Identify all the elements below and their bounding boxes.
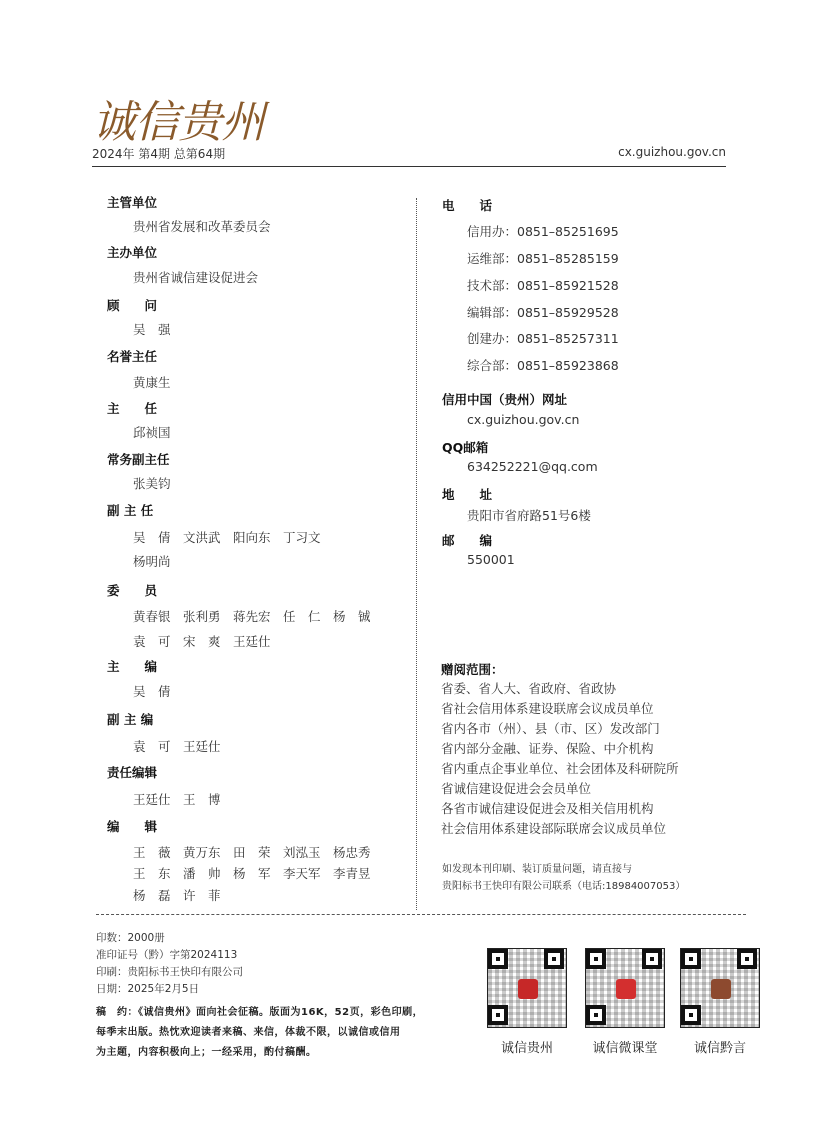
qr-logo-icon [518, 979, 538, 999]
masthead-role-names: 吴 强 [133, 322, 171, 337]
issue-info: 2024年 第4期 总第64期 [92, 147, 226, 161]
call-for-papers-line: 每季末出版。热忱欢迎读者来稿、来信，体裁不限，以诚信或信用 [96, 1027, 401, 1038]
print-date: 日期：2025年2月5日 [96, 983, 200, 995]
phone-item: 编辑部：0851–85929528 [467, 305, 619, 320]
distribution-item: 省内部分金融、证券、保险、中介机构 [441, 741, 654, 756]
call-for-papers-line: 稿 约：《诚信贵州》面向社会征稿。版面为16K，52页，彩色印刷， [96, 1007, 424, 1018]
masthead-role-title: 名誉主任 [107, 349, 158, 364]
masthead-role-names: 黄春银 张利勇 蒋先宏 任 仁 杨 铖 [133, 609, 371, 624]
phone-item: 综合部：0851–85923868 [467, 358, 619, 373]
qr-code-label: 诚信贵州 [500, 1041, 553, 1056]
phone-item: 创建办：0851–85257311 [467, 331, 619, 346]
masthead-role-names: 邱祯国 [133, 425, 171, 440]
masthead-role-names: 王 薇 黄万东 田 荣 刘泓玉 杨忠秀 [133, 845, 371, 860]
qr-code-label: 诚信黔言 [693, 1041, 746, 1056]
masthead-role-names: 贵州省发展和改革委员会 [133, 219, 271, 234]
masthead-role-names: 杨 磊 许 菲 [133, 888, 221, 903]
masthead-role-title: 责任编辑 [107, 765, 158, 780]
website-value[interactable]: cx.guizhou.gov.cn [467, 412, 580, 427]
column-divider [416, 198, 417, 910]
masthead-role-title: 副 主 任 [107, 503, 154, 518]
permit-number: 准印证号（黔）字第2024113 [96, 949, 238, 961]
phone-title: 电 话 [442, 198, 493, 213]
qq-email[interactable]: 634252221@qq.com [467, 459, 598, 474]
masthead-role-names: 吴 倩 [133, 684, 171, 699]
postcode-value: 550001 [467, 552, 515, 567]
masthead-role-title: 主 编 [107, 659, 158, 674]
website-title: 信用中国（贵州）网址 [442, 392, 568, 407]
masthead-role-title: 委 员 [107, 583, 158, 598]
qr-code-icon[interactable] [680, 948, 760, 1028]
masthead-role-title: 常务副主任 [107, 452, 170, 467]
masthead-role-names: 杨明尚 [133, 554, 171, 569]
print-notice-line: 贵阳标书王快印有限公司联系（电话:18984007053） [442, 881, 686, 892]
address-value: 贵阳市省府路51号6楼 [467, 508, 591, 523]
call-for-papers-line: 为主题，内容积极向上；一经采用，酌付稿酬。 [96, 1047, 317, 1058]
postcode-title: 邮 编 [442, 533, 493, 548]
masthead-role-title: 编 辑 [107, 819, 158, 834]
address-title: 地 址 [442, 487, 493, 502]
distribution-item: 社会信用体系建设部际联席会议成员单位 [441, 821, 667, 836]
masthead-role-title: 主办单位 [107, 245, 158, 260]
qq-title: QQ邮箱 [442, 440, 489, 455]
distribution-item: 省诚信建设促进会会员单位 [441, 781, 592, 796]
masthead-role-title: 主管单位 [107, 195, 158, 210]
qr-logo-icon [616, 979, 636, 999]
phone-item: 运维部：0851–85285159 [467, 251, 619, 266]
print-run: 印数：2000册 [96, 932, 165, 944]
qr-code-icon[interactable] [585, 948, 665, 1028]
distribution-item: 省委、省人大、省政府、省政协 [441, 681, 617, 696]
masthead-role-names: 吴 倩 文洪武 阳向东 丁习文 [133, 530, 321, 545]
distribution-title: 赠阅范围： [441, 662, 504, 677]
header-website[interactable]: cx.guizhou.gov.cn [618, 145, 726, 159]
printer: 印刷：贵阳标书王快印有限公司 [96, 966, 243, 978]
qr-code-label: 诚信微课堂 [592, 1041, 658, 1056]
masthead-role-names: 王 东 潘 帅 杨 军 李天军 李青昱 [133, 866, 371, 881]
masthead-role-title: 副 主 编 [107, 712, 154, 727]
distribution-item: 省内各市（州）、县（市、区）发改部门 [441, 721, 660, 736]
distribution-item: 省社会信用体系建设联席会议成员单位 [441, 701, 654, 716]
logo-wordmark: 诚信贵州 [92, 97, 264, 148]
phone-item: 技术部：0851–85921528 [467, 278, 619, 293]
masthead-role-names: 袁 可 宋 爽 王廷仕 [133, 634, 271, 649]
qr-logo-icon [711, 979, 731, 999]
masthead-role-names: 贵州省诚信建设促进会 [133, 270, 259, 285]
phone-item: 信用办：0851–85251695 [467, 224, 619, 239]
qr-code-icon[interactable] [487, 948, 567, 1028]
distribution-item: 各省市诚信建设促进会及相关信用机构 [441, 801, 654, 816]
distribution-item: 省内重点企事业单位、社会团体及科研院所 [441, 761, 679, 776]
header-divider [92, 166, 726, 167]
masthead-role-names: 袁 可 王廷仕 [133, 739, 221, 754]
masthead-role-names: 黄康生 [133, 375, 171, 390]
masthead-role-names: 张美钧 [133, 476, 171, 491]
masthead-role-title: 主 任 [107, 401, 158, 416]
masthead-role-title: 顾 问 [107, 298, 158, 313]
footer-divider [96, 914, 746, 915]
print-notice-line: 如发现本刊印刷、装订质量问题，请直接与 [442, 864, 632, 875]
masthead-role-names: 王廷仕 王 博 [133, 792, 221, 807]
